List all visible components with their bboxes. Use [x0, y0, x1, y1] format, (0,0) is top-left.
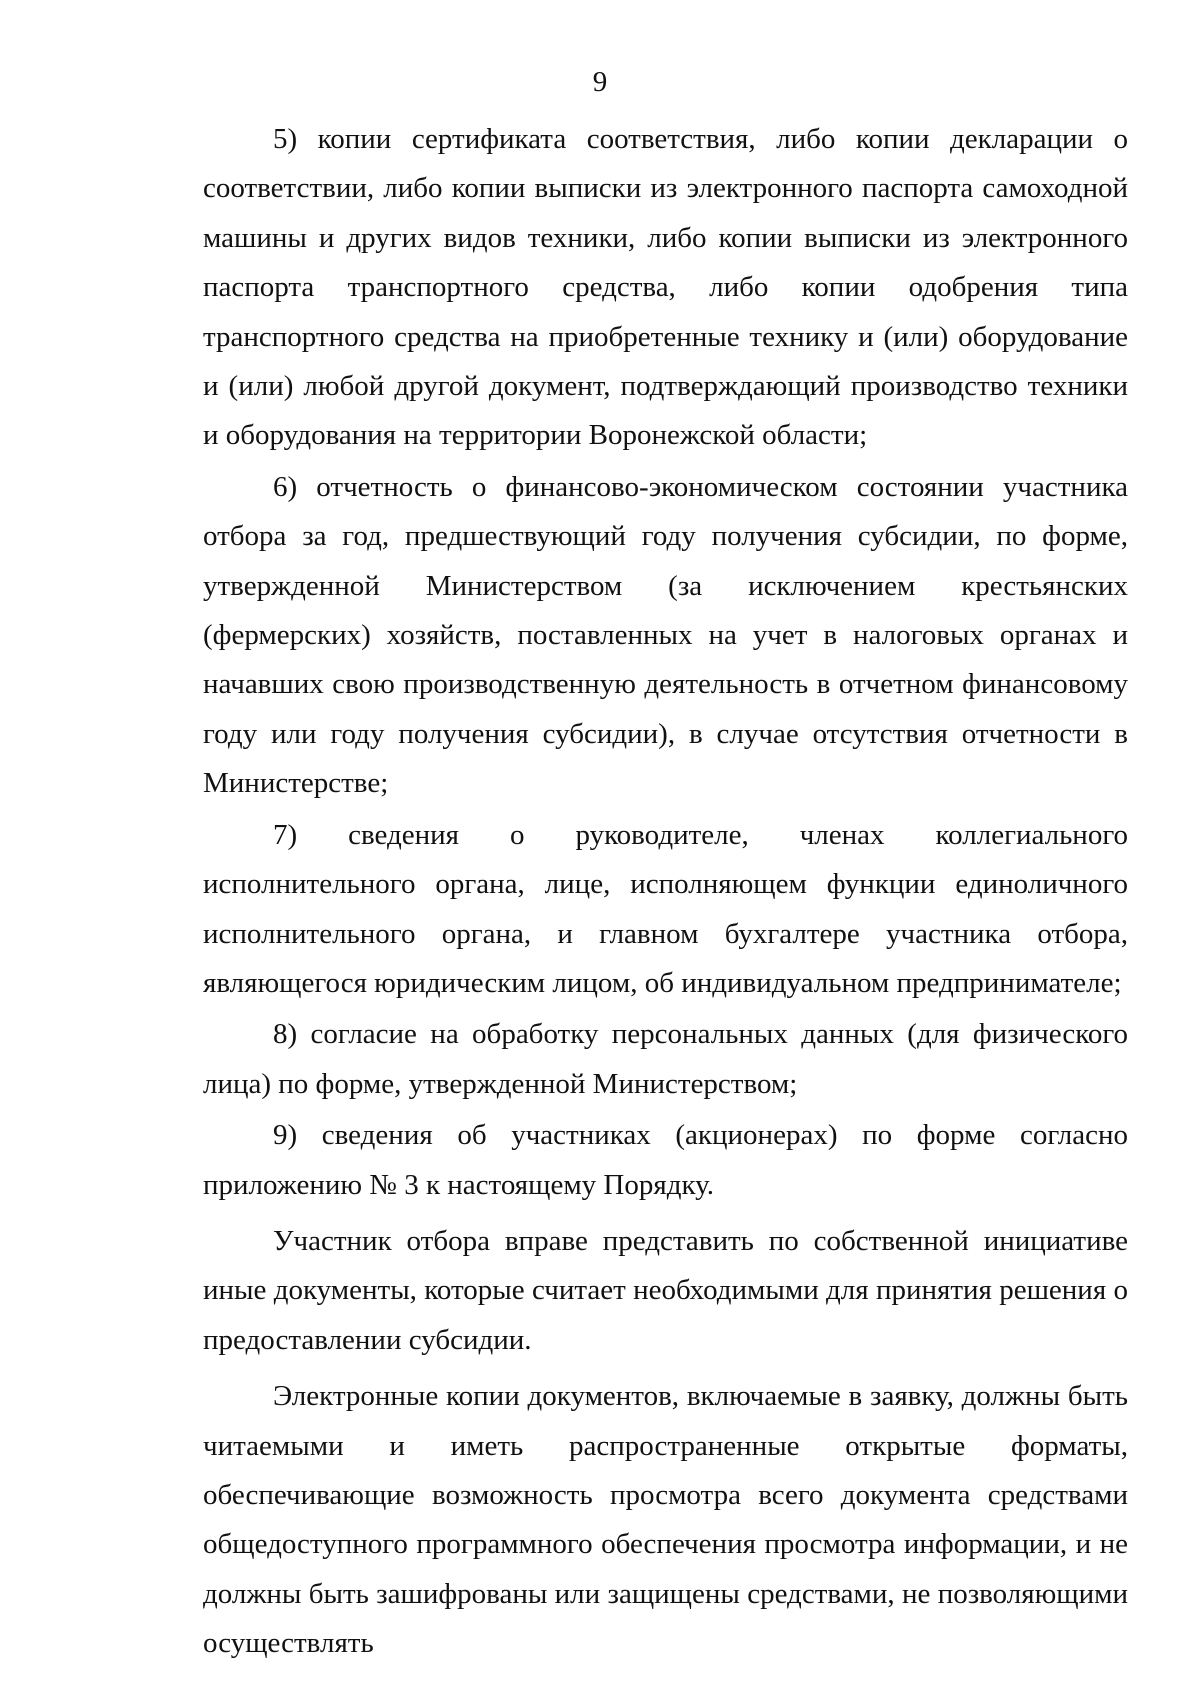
document-body: [203, 115, 1128, 1671]
paragraph-item-7: 7) сведения о руководителе, членах коллегиального исполнительного органа, лице, исполняющем функции единоличного исполнительного органа, и главном бухгалтере участника отбора, являющегося юридическим лицом, об индивидуальном предпринимателе;: [203, 818, 1128, 999]
paragraph-item-8: 8) согласие на обработку персональных данных (для физического лица) по форме, утвержденной Министерством;: [203, 1018, 1128, 1100]
paragraph-electronic-copies: Электронные копии документов, включаемые в заявку, должны быть читаемыми и иметь распространенные открытые форматы, обеспечивающие возможность просмотра всего документа средствами общедоступного программного обеспечения просмотра информации, и не должны быть зашифрованы или защищены средствами, не позволяющими осуществлять: [203, 1380, 1128, 1660]
paragraph-item-6: 6) отчетность о финансово-экономическом состоянии участника отбора за год, предшествующий году получения субсидии, по форме, утвержденной Министерством (за исключением крестьянских (фермерских) хозяйств, поставленных на учет в налоговых органах и начавших свою производственную деятельность в отчетном финансовому году или году получения субсидии), в случае отсутствия отчетности в Министерстве;: [203, 470, 1128, 800]
paragraph-item-9: 9) сведения об участниках (акционерах) по форме согласно приложению № 3 к настоящему Порядку.: [203, 1119, 1128, 1201]
page-number: 9: [592, 66, 608, 98]
paragraph-additional-documents: Участник отбора вправе представить по собственной инициативе иные документы, которые считает необходимыми для принятия решения о предоставлении субсидии.: [203, 1224, 1128, 1356]
paragraph-item-5: 5) копии сертификата соответствия, либо копии декларации о соответствии, либо копии выписки из электронного паспорта самоходной машины и других видов техники, либо копии выписки из электронного паспорта транспортного средства, либо копии одобрения типа транспортного средства на приобретенные технику и (или) оборудование и (или) любой другой документ, подтверждающий производство техники и оборудования на территории Воронежской области;: [203, 123, 1128, 452]
